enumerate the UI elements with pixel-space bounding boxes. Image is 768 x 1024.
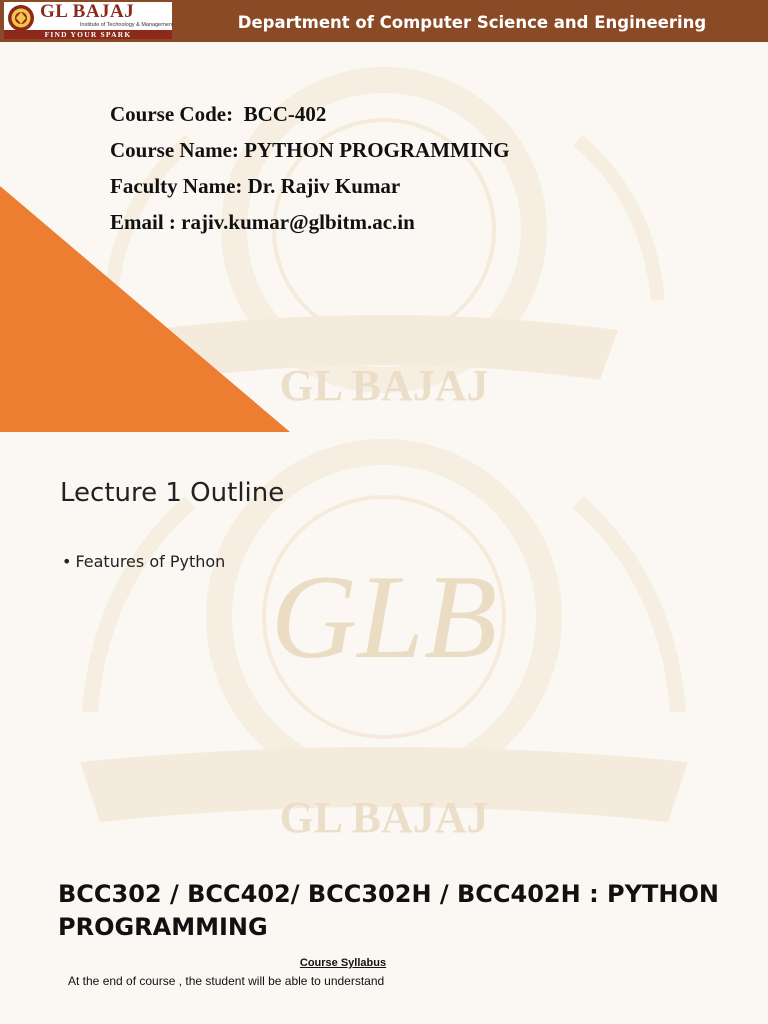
course-code: Course Code: BCC-402 [110, 102, 327, 126]
outline-bullet [62, 552, 225, 571]
syllabus-slide [0, 864, 768, 1024]
logo-tagline: FIND YOUR SPARK [44, 30, 132, 39]
bullet-text: Features of Python [75, 552, 226, 571]
outline-slide [0, 432, 768, 864]
institute-emblem-icon [7, 4, 35, 32]
svg-text:GLB: GLB [270, 550, 498, 683]
svg-text:GL BAJAJ: GL BAJAJ [279, 361, 489, 410]
lecture-title: Lecture 1 Outline [60, 478, 285, 508]
course-syllabus-label: Course Syllabus [299, 957, 387, 969]
institute-logo [4, 2, 172, 39]
svg-text:GL BAJAJ: GL BAJAJ [279, 793, 489, 842]
title-slide [0, 0, 768, 432]
logo-name: GL BAJAJ [40, 1, 135, 22]
syllabus-description: At the end of course , the student will be able to understand [68, 974, 385, 988]
logo-subtitle: Institute of Technology & Management [80, 22, 174, 28]
faculty-email: Email : rajiv.kumar@glbitm.ac.in [110, 210, 415, 234]
faculty-name: Faculty Name: Dr. Rajiv Kumar [110, 174, 401, 198]
department-title: Department of Computer Science and Engineering [237, 13, 707, 32]
course-name: Course Name: PYTHON PROGRAMMING [110, 138, 510, 162]
header-bar [0, 0, 768, 42]
course-info-block [110, 96, 510, 240]
syllabus-heading: BCC302 / BCC402/ BCC302H / BCC402H : PYTHON PROGRAMMING [58, 880, 719, 941]
bullet-dot: • [62, 552, 72, 571]
